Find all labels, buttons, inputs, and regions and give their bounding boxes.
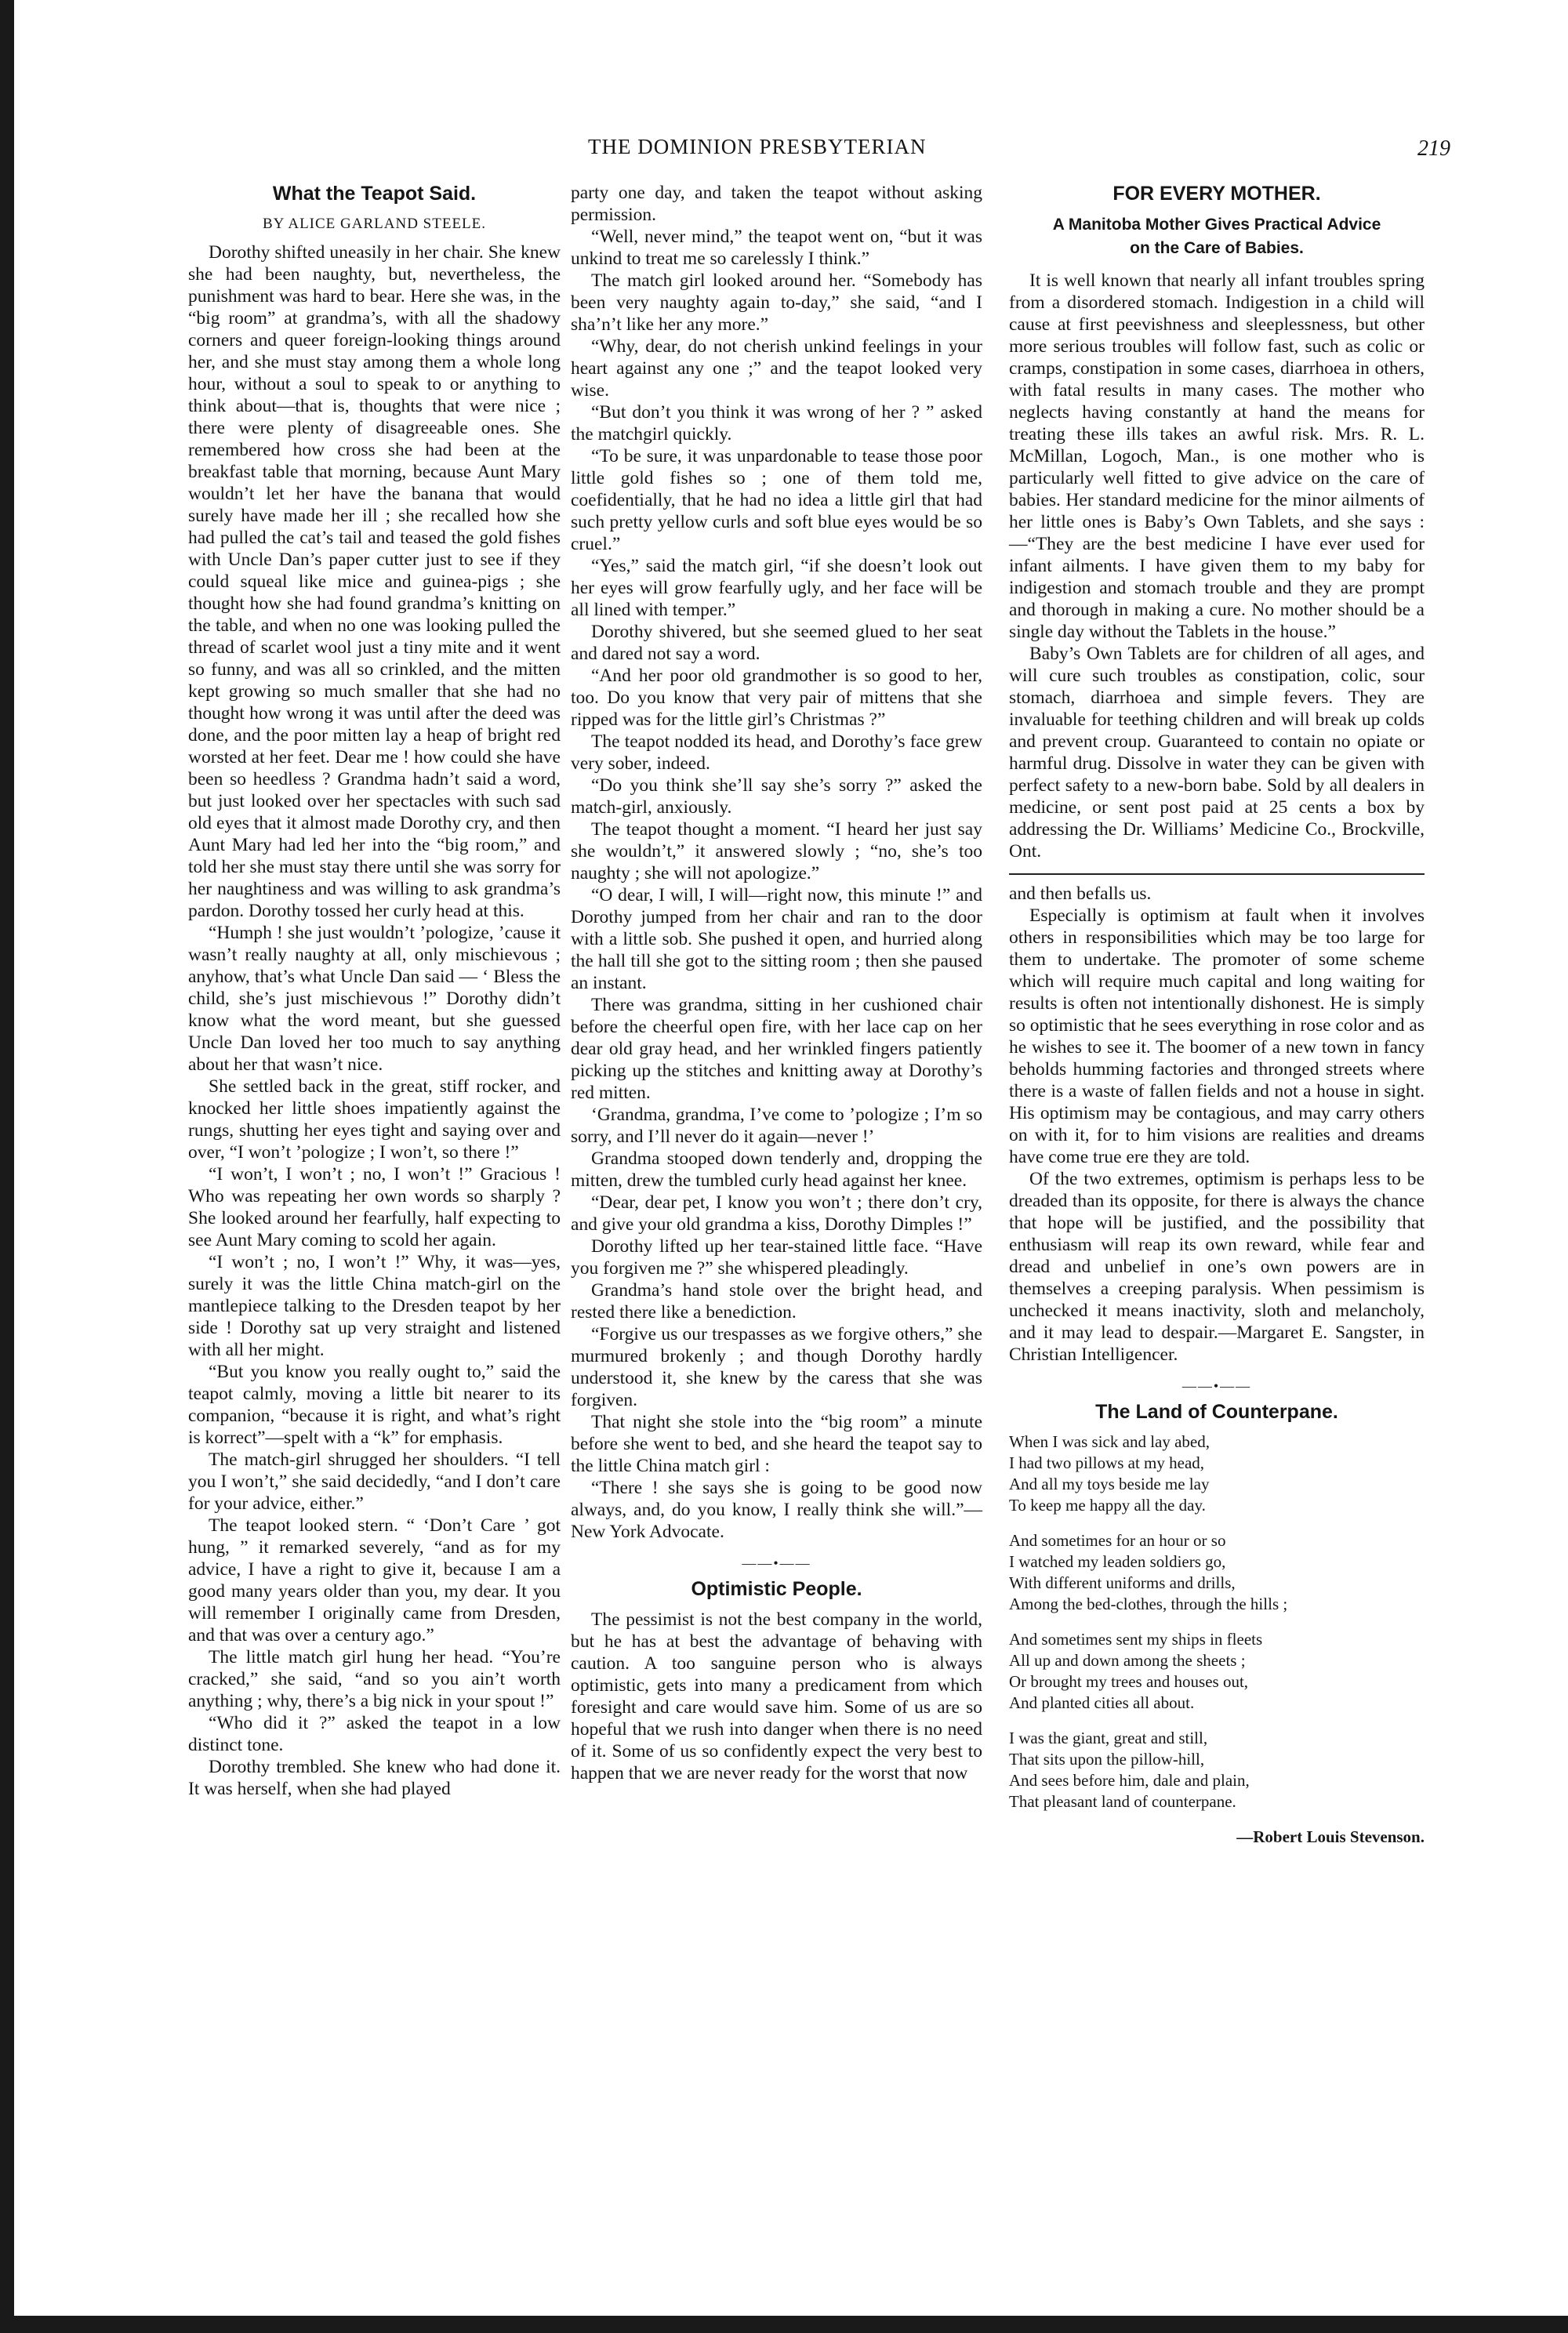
column-1	[188, 182, 561, 1800]
paragraph: “To be sure, it was unpardonable to tease those poor little gold fishes so ; one of them told me, coefidentially, that he had no idea a little girl that had such pretty yellow curls and soft blue eyes would be so cruel.”	[571, 446, 982, 554]
article-subtitle	[1009, 213, 1425, 260]
paragraph: “Why, dear, do not cherish unkind feelings in your heart against any one ;” and the teapot looked very wise.	[571, 336, 982, 401]
subtitle-line: A Manitoba Mother Gives Practical Advice	[1052, 216, 1381, 234]
paragraph: party one day, and taken the teapot without asking permission.	[571, 183, 982, 225]
poem-line: I was the giant, great and still,	[1009, 1729, 1208, 1747]
paragraph: It is well known that nearly all infant troubles spring from a disordered stomach. Indigestion in a child will cause at first peevishness and sleeplessness, but other more serious troubles will follow fast, such as colic or cramps, constipation in some cases, diarrhoea in others, with fatal results in many cases. The mother who neglects having constantly at hand the means for treating these ills takes an awful risk. Mrs. R. L. McMillan, Logoch, Man., is one mother who is particularly well fitted to give advice on the care of babies. Her standard medicine for the minor ailments of her little ones is Baby’s Own Tablets, and she says :—“They are the best medicine I have ever used for infant ailments. I have given them to my baby for indigestion and stomach trouble and they are prompt and thorough in making a cure. No mother should be a single day without the Tablets in the house.”	[1009, 270, 1425, 642]
poem-line: That sits upon the pillow-hill,	[1009, 1750, 1205, 1769]
paragraph: “There ! she says she is going to be good now always, and, do you know, I really think she will.”—New York Advocate.	[571, 1478, 982, 1542]
poem-stanza	[1009, 1629, 1425, 1714]
paragraph: Dorothy trembled. She knew who had done it. It was herself, when she had played	[188, 1757, 561, 1799]
column-3	[1009, 182, 1425, 1848]
poem-line: And sometimes for an hour or so	[1009, 1531, 1226, 1550]
paragraph: “Well, never mind,” the teapot went on, “but it was unkind to treat me so carelessly I think.”	[571, 227, 982, 269]
paragraph: “But you know you really ought to,” said the teapot calmly, moving a little bit nearer to its companion, “because it is right, and what’s right is korrect”—spelt with a “k” for emphasis.	[188, 1362, 561, 1448]
poem-line: Among the bed-clothes, through the hills ;	[1009, 1595, 1288, 1613]
paragraph: Dorothy shifted uneasily in her chair. She knew she had been naughty, but, nevertheless, the punishment was hard to bear. Here she was, in the “big room” at grandma’s, with all the shadowy corners and queer foreign-looking things around her, and she must stay among them a whole long hour, without a soul to speak to or anything to think about—that is, thoughts that were nice ; there were plenty of disagreeable ones. She remembered how cross she had been at the breakfast table that morning, because Aunt Mary wouldn’t let her have the banana that would surely have made her ill ; she recalled how she had pulled the cat’s tail and teased the gold fishes with Uncle Dan’s paper cutter just to see if they could squeal like mice and guinea-pigs ; she thought how she had found grandma’s knitting on the table, and when no one was looking pulled the thread of scarlet wool just a tiny mite and it went so funny, and was all so crinkled, and the mitten kept growing so much smaller that she had no thought how wrong it was until after the deed was done, and the poor mitten lay a heap of bright red worsted at her feet. Dear me ! how could she have been so heedless ? Grandma hadn’t said a word, but just looked over her spectacles with such sad old eyes that it almost made Dorothy cry, and then Aunt Mary had led her into the “big room,” and told her she must stay there until she was sorry for her naughtiness and was willing to ask grandma’s pardon. Dorothy tossed her curly head at this.	[188, 242, 561, 921]
poem-line: And sometimes sent my ships in fleets	[1009, 1630, 1263, 1649]
paragraph: That night she stole into the “big room” a minute before she went to bed, and she heard the teapot say to the little China match girl :	[571, 1412, 982, 1476]
paragraph: and then befalls us.	[1009, 883, 1152, 904]
paragraph: The match-girl shrugged her shoulders. “I tell you I won’t,” she said decidedly, “and I don’t care for your advice, either.”	[188, 1450, 561, 1514]
section-ornament: ——•——	[742, 1555, 811, 1571]
paragraph: “Do you think she’ll say she’s sorry ?” asked the match-girl, anxiously.	[571, 775, 982, 818]
paragraph: “Forgive us our trespasses as we forgive others,” she murmured brokenly ; and though Dorothy hardly understood it, she knew by the caress that she was forgiven.	[571, 1324, 982, 1410]
column-2	[571, 182, 982, 1784]
poem-stanza	[1009, 1728, 1425, 1812]
poem-line: I watched my leaden soldiers go,	[1009, 1552, 1226, 1571]
poem-attribution: —Robert Louis Stevenson.	[1236, 1827, 1425, 1846]
paragraph: “Who did it ?” asked the teapot in a low distinct tone.	[188, 1713, 561, 1755]
paragraph: Dorothy shivered, but she seemed glued to her seat and dared not say a word.	[571, 622, 982, 664]
paragraph: The teapot looked stern. “ ‘Don’t Care ’ got hung, ” it remarked severely, “and as for my advice, I have a right to give it, because I am a good many years older than you, my dear. It you will remember I originally came from Dresden, and that was over a century ago.”	[188, 1515, 561, 1645]
paragraph: “And her poor old grandmother is so good to her, too. Do you know that very pair of mittens that she ripped was for the little girl’s Christmas ?”	[571, 666, 982, 730]
paragraph: The little match girl hung her head. “You’re cracked,” she said, “and so you ain’t worth anything ; why, there’s a big nick in your spout !”	[188, 1647, 561, 1711]
paragraph: She settled back in the great, stiff rocker, and knocked her little shoes impatiently against the rungs, shutting her eyes tight and saying over and over, “I won’t ’pologize ; I won’t, so there !”	[188, 1076, 561, 1163]
poem-stanza	[1009, 1431, 1425, 1516]
poem-line: And planted cities all about.	[1009, 1693, 1195, 1712]
poem-title: The Land of Counterpane.	[1095, 1401, 1338, 1423]
poem-line: Or brought my trees and houses out,	[1009, 1672, 1249, 1691]
poem-line: I had two pillows at my head,	[1009, 1453, 1205, 1472]
paragraph: “But don’t you think it was wrong of her ? ” asked the matchgirl quickly.	[571, 402, 982, 444]
paragraph: The teapot thought a moment. “I heard her just say she wouldn’t,” it answered slowly ; “no, she’s too naughty ; she will not apologize.”	[571, 819, 982, 883]
article-title-optimistic: Optimistic People.	[691, 1578, 862, 1600]
paragraph: Of the two extremes, optimism is perhaps less to be dreaded than its opposite, for there is always the chance that hope will be justified, and the possibility that enthusiasm will reap its own reward, while fear and dread and unbelief in one’s own powers are in themselves a creeping paralysis. When pessimism is unchecked it means inactivity, sloth and melancholy, and it may lead to despair.—Margaret E. Sangster, in Christian Intelligencer.	[1009, 1169, 1425, 1365]
paragraph: The pessimist is not the best company in the world, but he has at best the advantage of behaving with caution. A too sanguine person who is always optimistic, gets into many a predicament from which foresight and care would save him. Some of us are so hopeful that we rush into danger when there is no need of it. Some of us so confidently expect the very best to happen that we are never ready for the worst that now	[571, 1609, 982, 1783]
paragraph: “Dear, dear pet, I know you won’t ; there don’t cry, and give your old grandma a kiss, Dorothy Dimples !”	[571, 1192, 982, 1235]
poem	[1009, 1431, 1425, 1848]
paragraph: “I won’t ; no, I won’t !” Why, it was—yes, surely it was the little China match-girl on the mantlepiece talking to the Dresden teapot by her side ! Dorothy sat up very straight and listened with all her might.	[188, 1252, 561, 1360]
paragraph: Grandma’s hand stole over the bright head, and rested there like a benediction.	[571, 1280, 982, 1323]
poem-line: All up and down among the sheets ;	[1009, 1651, 1246, 1670]
scan-border-left	[0, 0, 14, 2333]
poem-line: That pleasant land of counterpane.	[1009, 1792, 1236, 1811]
paragraph: “I won’t, I won’t ; no, I won’t !” Gracious ! Who was repeating her own words so sharply ? She looked around her fearfully, half expecting to see Aunt Mary coming to scold her again.	[188, 1164, 561, 1250]
paragraph: ‘Grandma, grandma, I’ve come to ’pologize ; I’m so sorry, and I’ll never do it again—never !’	[571, 1105, 982, 1147]
page-header	[180, 135, 1450, 166]
subtitle-line: on the Care of Babies.	[1130, 239, 1304, 257]
poem-line: To keep me happy all the day.	[1009, 1496, 1206, 1515]
paragraph: Dorothy lifted up her tear-stained little face. “Have you forgiven me ?” she whispered pleadingly.	[571, 1236, 982, 1279]
section-ornament: ——•——	[1181, 1378, 1252, 1394]
byline: BY ALICE GARLAND STEELE.	[262, 216, 487, 232]
paragraph: The match girl looked around her. “Somebody has been very naughty again to-day,” she said, “and I sha’n’t like her any more.”	[571, 270, 982, 335]
paragraph: There was grandma, sitting in her cushioned chair before the cheerful open fire, with her lace cap on her dear old gray head, and her wrinkled fingers patiently picking up the stitches and knitting away at Dorothy’s red mitten.	[571, 995, 982, 1103]
poem-line: And all my toys beside me lay	[1009, 1475, 1210, 1493]
poem-line: With different uniforms and drills,	[1009, 1573, 1236, 1592]
poem-stanza	[1009, 1530, 1425, 1615]
article-title-teapot: What the Teapot Said.	[272, 183, 477, 205]
paragraph: Baby’s Own Tablets are for children of all ages, and will cure such troubles as constipation, colic, sour stomach, diarrhoea and simple fevers. They are invaluable for teething children and will break up colds and prevent croup. Guaranteed to contain no opiate or harmful drug. Dissolve in water they can be given with perfect safety to a new-born babe. Sold by all dealers in medicine, or sent post paid at 25 cents a box by addressing the Dr. Williams’ Medicine Co., Brockville, Ont.	[1009, 644, 1425, 862]
poem-line: And sees before him, dale and plain,	[1009, 1771, 1250, 1790]
poem-line: When I was sick and lay abed,	[1009, 1432, 1210, 1451]
paragraph: Grandma stooped down tenderly and, dropping the mitten, drew the tumbled curly head against her knee.	[571, 1148, 982, 1191]
paragraph: “Yes,” said the match girl, “if she doesn’t look out her eyes will grow fearfully ugly, and her face will be all lined with temper.”	[571, 556, 982, 620]
page-number: 219	[1417, 136, 1450, 161]
paragraph: The teapot nodded its head, and Dorothy’s face grew very sober, indeed.	[571, 731, 982, 774]
article-title-mother: FOR EVERY MOTHER.	[1112, 183, 1321, 205]
paragraph: Especially is optimism at fault when it involves others in responsibilities which may be too large for them to undertake. The promoter of some scheme which will require much capital and long waiting for results is often not intentionally dishonest. He is simply so optimistic that he sees everything in rose color and as he wishes to see it. The boomer of a new town in fancy beholds humming factories and thronged streets where there is a waste of fallen fields and not a house in sight. His optimism may be contagious, and may carry others on with it, for to him visions are realities and dreams have come true ere they are told.	[1009, 905, 1425, 1167]
section-divider	[1009, 873, 1425, 875]
paragraph: “Humph ! she just wouldn’t ’pologize, ’cause it wasn’t really naughty at all, only mischievous ; anyhow, that’s what Uncle Dan said — ‘ Bless the child, she’s just mischievous !” Dorothy didn’t know what the word meant, but she guessed Uncle Dan loved her too much to say anything about her that wasn’t nice.	[188, 923, 561, 1075]
scan-border-bottom	[0, 2316, 1568, 2333]
masthead: THE DOMINION PRESBYTERIAN	[588, 135, 927, 158]
paragraph: “O dear, I will, I will—right now, this minute !” and Dorothy jumped from her chair and ran to the door with a little sob. She pushed it open, and hurried along the hall till she got to the sitting room ; then she paused an instant.	[571, 885, 982, 993]
